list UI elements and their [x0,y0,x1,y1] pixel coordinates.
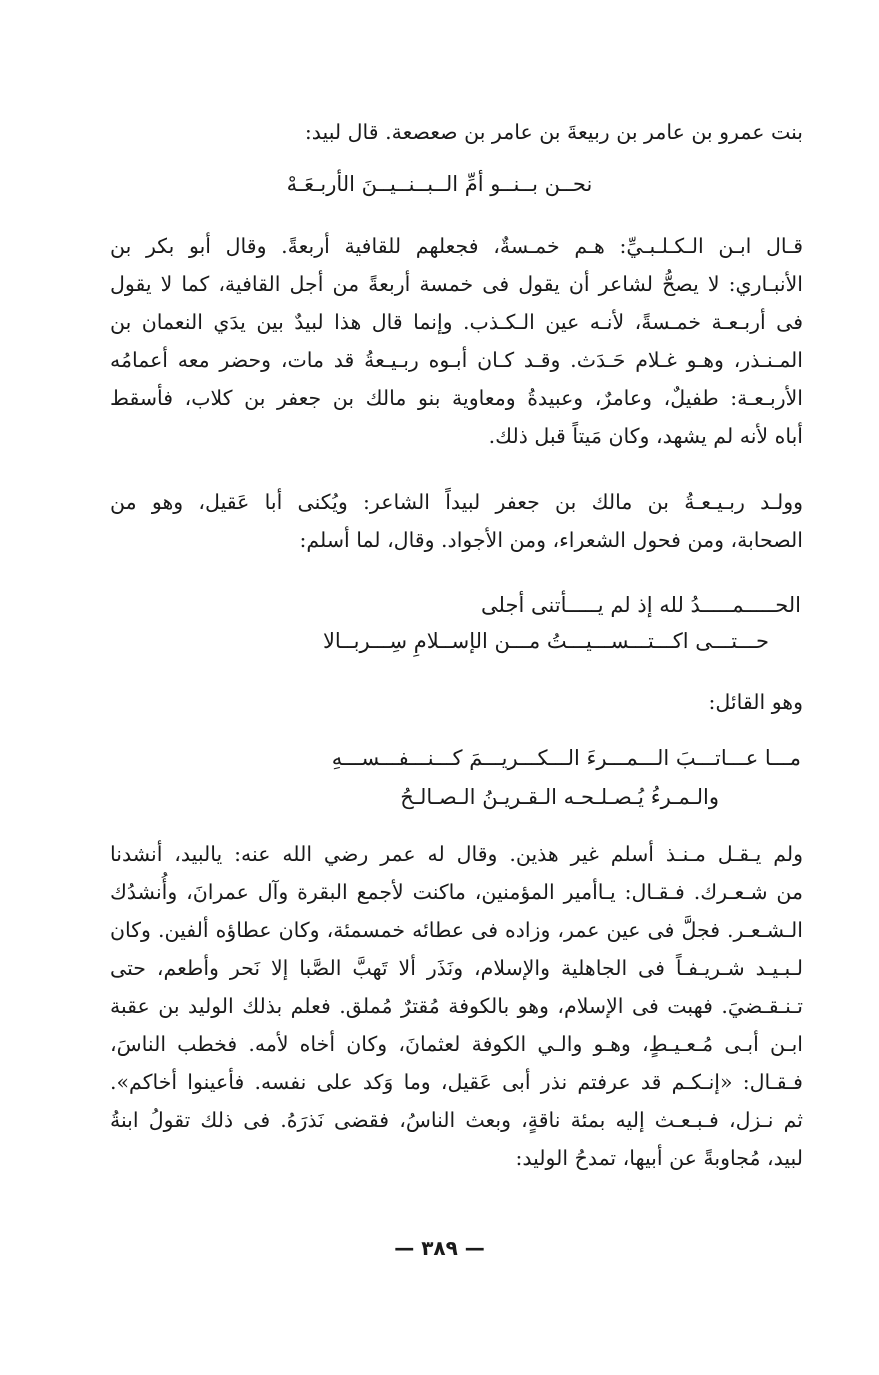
text-line: المـنـذر، وهـو غـلام حَـدَث. وقـد كـان أبـوه ربـيـعةُ قد مات، وحضر معه أعمامُه [110,348,803,372]
text-line: الأنبـاري: لا يصحُّ لشاعر أن يقول فى خمسة أربعةً من أجل القافية، كما لا يقول [110,272,803,296]
verse-2-hemistich-2: حـــتـــى اكـــتـــســـيـــتُ مـــن الإســلامِ سِـــربــالا [322,629,769,653]
text-line: الـشـعـر. فجلَّ فى عين عمر، وزاده فى عطائه خمسمئة، وكان عطاؤه ألفين. وكان [110,918,803,942]
text-line: بنت عمرو بن عامر بن ربيعةَ بن عامر بن صعصعة. قال لبيد: [304,120,803,144]
paragraph-2 [110,483,803,559]
text-line: من شـعـرك. فـقـال: يـاأمير المؤمنين، ماكنت لأجمع البقرة وآل عمرانَ، وأُنشدُك [110,880,803,904]
verse-3-hemistich-2: والـمـرءُ يُـصـلـحـه الـقـريـنُ الـصـالـحُ [400,785,719,809]
text-line: لـبـيـد شـريـفـاً فى الجاهلية والإسلام، ونَذَر ألا تَهبَّ الصَّبا إلا نَحر وأطعم، حتى [110,956,803,980]
text-line: تـنـقـضيَ. فهبت فى الإسلام، وهو بالكوفة مُقترٌ مُملق. فعلم بذلك الوليد بن عقبة [110,994,803,1018]
text-line: ولم يـقـل مـنـذ أسلم غير هذين. وقال له عمر رضي الله عنه: يالبيد، أنشدنا [110,842,803,866]
text-line: الصحابة، ومن فحول الشعراء، ومن الأجواد. وقال، لما أسلم: [299,528,803,552]
verse-3-hemistich-1: مـــا عـــاتـــبَ الـــمـــرءَ الـــكـــريـــمَ كـــنـــفـــســـهِ [331,746,801,770]
text-line: قـال ابـن الـكـلـبـيِّ: هـم خمـسةٌ، فجعلهم للقافية أربعةً. وقال أبو بكر بن [110,234,803,258]
text-line: وهو القائل: [708,690,803,714]
verse-2-hemistich-1: الحـــــمـــــدُ لله إذ لم يـــــأتنى أجلى [481,593,801,617]
intro-line [110,683,803,721]
text-line: الأربـعـة: طفيلٌ، وعامرٌ، وعبيدةُ ومعاوية بنو مالك بن جعفر بن كلاب، فأسقط [110,386,803,410]
text-line: ابـن أبـى مُـعـيـطٍ، وهـو والـي الكوفة لعثمانَ، وكان أخاه لأمه. فخطب الناسَ، [110,1032,803,1056]
text-line: فـقـال: «إنـكـم قد عرفتم نذر أبى عَقيل، وما وَكد على نفسه. فأعينوا أخاكم». [110,1070,803,1094]
text-line: لبيد، مُجاوبةً عن أبيها، تمدحُ الوليد: [515,1146,803,1170]
paragraph-1 [110,227,803,455]
text-line: أباه لأنه لم يشهد، وكان مَيتاً قبل ذلك. [488,424,803,448]
verse-1: نحــن بــنــو أمِّ الــبــنــيــنَ الأربـعَـهْ [286,172,593,196]
page-number: — ٣٨٩ — [394,1236,485,1260]
text-line: وولـد ربـيـعـةُ بن مالك بن جعفر لبيداً الشاعر: ويُكنى أبا عَقيل، وهو من [110,490,803,514]
text-line: ثم نـزل، فـبـعـث إليه بمئة ناقةٍ، وبعث الناسُ، فقضى نَذرَهُ. فى ذلك تقولُ ابنةُ [110,1108,803,1132]
opening-paragraph [110,113,803,151]
paragraph-3 [110,835,803,1177]
text-line: فى أربـعـة خمـسةً، لأنـه عين الـكـذب. وإنما قال هذا لبيدٌ بين يدَي النعمان بن [110,310,803,334]
